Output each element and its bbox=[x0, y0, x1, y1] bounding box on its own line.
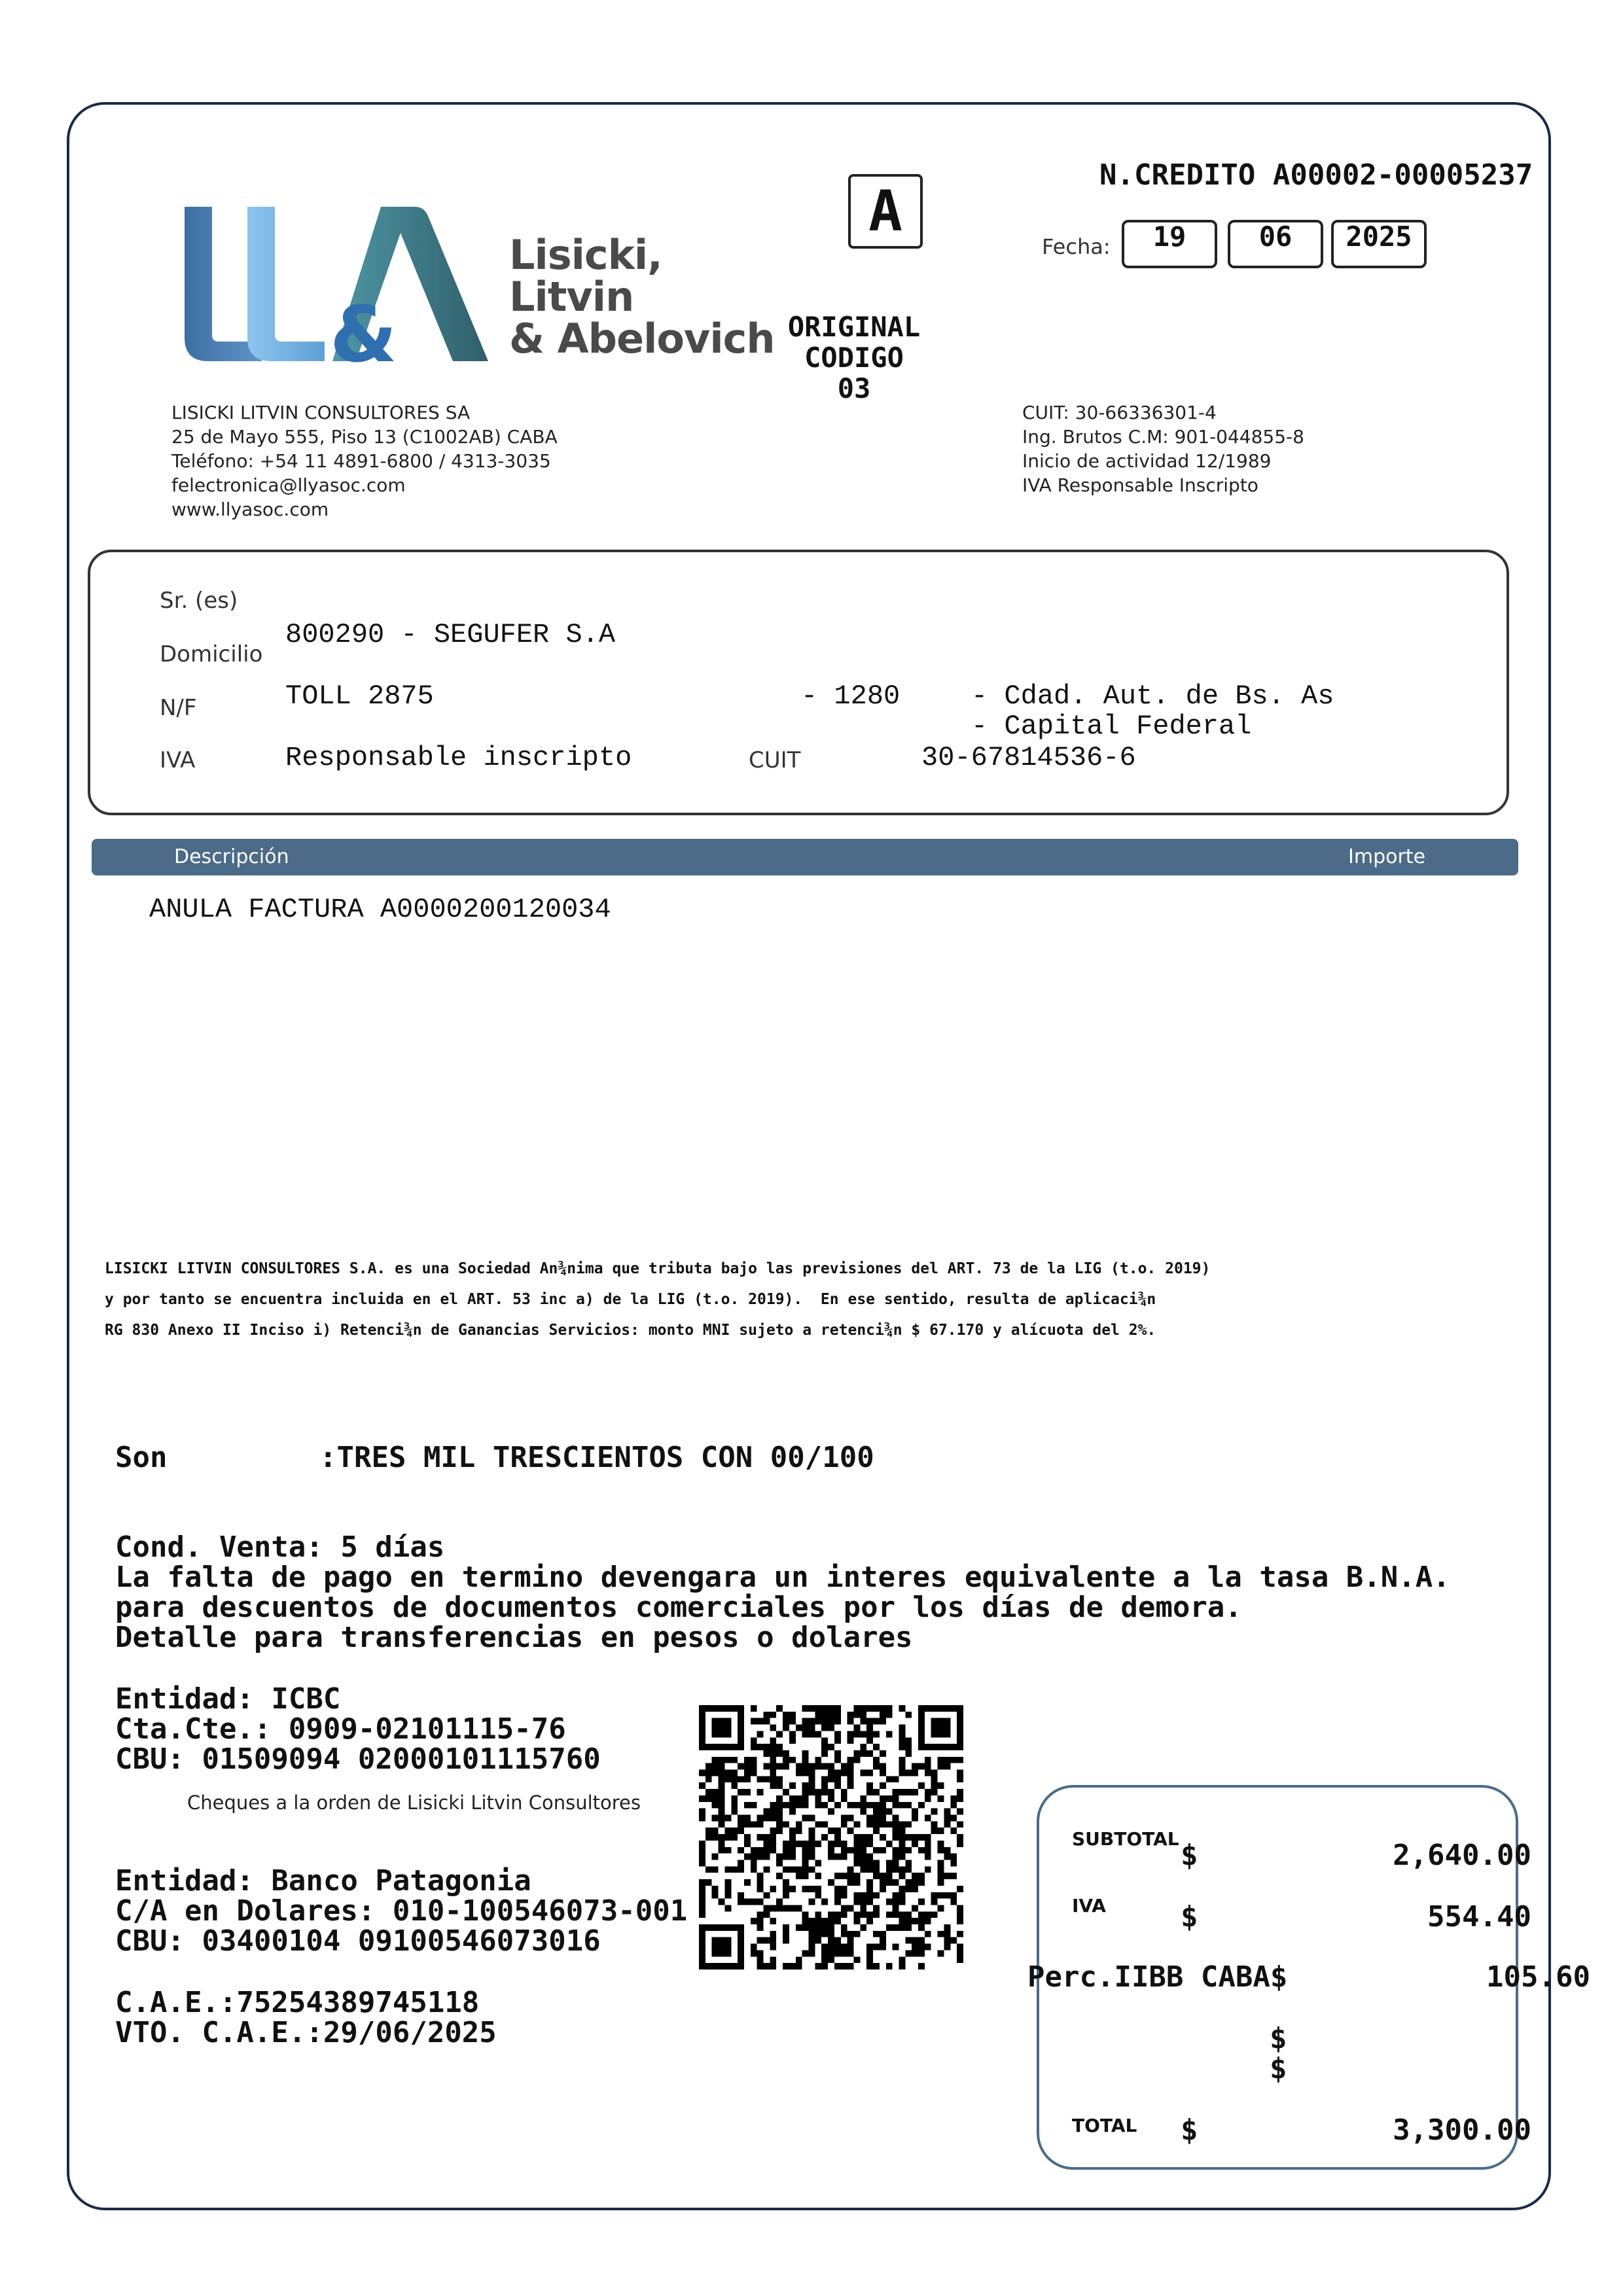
label-nf: N/F bbox=[160, 695, 197, 721]
date-month: 06 bbox=[1228, 220, 1323, 268]
issuer-tax-info bbox=[1022, 400, 1304, 497]
issuer-address: 25 de Mayo 555, Piso 13 (C1002AB) CABA bbox=[171, 426, 558, 448]
iva-value: 554.40 bbox=[1427, 1900, 1531, 1934]
bank-icbc bbox=[115, 1684, 601, 1775]
issuer-phone: Teléfono: +54 11 4891-6800 / 4313-3035 bbox=[171, 450, 551, 472]
client-postal: - 1280 bbox=[801, 680, 901, 712]
label-domicilio: Domicilio bbox=[160, 641, 263, 667]
codigo-label: CODIGO bbox=[804, 342, 904, 374]
blank-currency-2: $ bbox=[1270, 2052, 1287, 2085]
codigo-number: 03 bbox=[837, 372, 871, 404]
label-iva: IVA bbox=[160, 747, 196, 773]
logo-name-line2: Litvin bbox=[509, 273, 634, 321]
perc-iibb-label: Perc.IIBB CABA$ bbox=[1027, 1960, 1288, 1994]
total-currency: $ bbox=[1181, 2113, 1198, 2147]
conditions-block bbox=[115, 1532, 1450, 1653]
subtotal-label: SUBTOTAL bbox=[1072, 1828, 1179, 1850]
date-day: 19 bbox=[1122, 220, 1217, 268]
issuer-cuit: CUIT: 30-66336301-4 bbox=[1022, 402, 1217, 423]
date-year: 2025 bbox=[1331, 220, 1427, 268]
client-name: 800290 - SEGUFER S.A bbox=[285, 619, 616, 650]
label-cuit: CUIT bbox=[749, 747, 801, 773]
issuer-inicio: Inicio de actividad 12/1989 bbox=[1022, 450, 1272, 472]
logo-name-line3: & Abelovich bbox=[509, 315, 775, 362]
bank1-entidad: Entidad: ICBC bbox=[115, 1682, 341, 1716]
total-label: TOTAL bbox=[1072, 2115, 1137, 2136]
bank1-cbu: CBU: 01509094 02000101115760 bbox=[115, 1742, 601, 1776]
client-iva-value: Responsable inscripto bbox=[285, 742, 632, 773]
bank-patagonia bbox=[115, 1866, 687, 1956]
item-line: ANULA FACTURA A0000200120034 bbox=[149, 894, 611, 925]
issuer-iibb: Ing. Brutos C.M: 901-044855-8 bbox=[1022, 426, 1304, 448]
issuer-info bbox=[171, 400, 558, 521]
bank2-cuenta: C/A en Dolares: 010-100546073-001 bbox=[115, 1894, 688, 1928]
svg-text:&: & bbox=[330, 289, 397, 366]
cae-block bbox=[115, 1988, 497, 2048]
legal-line2: y por tanto se encuentra incluida en el ART. 53 inc a) de la LIG (t.o. 2019). En ese sentido, resulta de aplicaci¾n bbox=[105, 1291, 1156, 1308]
client-city1: - Cdad. Aut. de Bs. As bbox=[971, 680, 1334, 712]
cheques-note: Cheques a la orden de Lisicki Litvin Consultores bbox=[187, 1792, 641, 1814]
bank1-cuenta: Cta.Cte.: 0909-02101115-76 bbox=[115, 1712, 566, 1746]
client-city2: - Capital Federal bbox=[971, 711, 1252, 742]
cond-line1: Cond. Venta: 5 días bbox=[115, 1530, 445, 1564]
legal-line1: LISICKI LITVIN CONSULTORES S.A. es una Sociedad An¾nima que tributa bajo las previsiones del ART. 73 de la LIG (t.o. 2019) bbox=[105, 1260, 1211, 1277]
label-sr: Sr. (es) bbox=[160, 588, 238, 614]
issuer-web: www.llyasoc.com bbox=[171, 499, 329, 520]
company-logo-icon bbox=[185, 207, 496, 366]
cae-vto: VTO. C.A.E.:29/06/2025 bbox=[115, 2016, 497, 2049]
issuer-company: LISICKI LITVIN CONSULTORES SA bbox=[171, 402, 471, 423]
son-value: :TRES MIL TRESCIENTOS CON 00/100 bbox=[319, 1441, 874, 1474]
iva-label: IVA bbox=[1072, 1895, 1106, 1916]
original-code-block bbox=[779, 311, 929, 404]
invoice-letter-box: A bbox=[848, 174, 923, 249]
document-title: N.CREDITO A00002-00005237 bbox=[1099, 158, 1533, 192]
company-name-logo bbox=[509, 231, 775, 362]
legal-note bbox=[105, 1254, 1210, 1346]
issuer-iva: IVA Responsable Inscripto bbox=[1022, 474, 1258, 496]
cae-number: C.A.E.:75254389745118 bbox=[115, 1986, 480, 2019]
blank-currency-1: $ bbox=[1270, 2022, 1287, 2055]
total-value: 3,300.00 bbox=[1393, 2113, 1531, 2147]
client-street: TOLL 2875 bbox=[285, 680, 434, 712]
iva-currency: $ bbox=[1181, 1900, 1198, 1934]
perc-iibb-value: 105.60 bbox=[1486, 1960, 1590, 1994]
items-header-bar bbox=[92, 839, 1518, 875]
qr-code-icon[interactable] bbox=[699, 1705, 963, 1969]
cond-line3: para descuentos de documentos comerciales por los días de demora. bbox=[115, 1591, 1242, 1624]
issuer-email: felectronica@llyasoc.com bbox=[171, 474, 406, 496]
col-amount: Importe bbox=[1348, 845, 1426, 868]
fecha-label: Fecha: bbox=[1042, 234, 1111, 259]
subtotal-value: 2,640.00 bbox=[1393, 1839, 1531, 1872]
subtotal-currency: $ bbox=[1181, 1839, 1198, 1872]
original-label: ORIGINAL bbox=[787, 311, 921, 343]
bank2-cbu: CBU: 03400104 09100546073016 bbox=[115, 1924, 601, 1958]
bank2-entidad: Entidad: Banco Patagonia bbox=[115, 1864, 531, 1898]
col-description: Descripción bbox=[174, 845, 289, 868]
client-cuit-value: 30-67814536-6 bbox=[921, 742, 1136, 773]
cond-line2: La falta de pago en termino devengara un interes equivalente a la tasa B.N.A. bbox=[115, 1561, 1450, 1594]
son-label: Son bbox=[115, 1441, 168, 1474]
logo-name-line1: Lisicki, bbox=[509, 231, 662, 279]
cond-line4: Detalle para transferencias en pesos o dolares bbox=[115, 1621, 913, 1654]
legal-line3: RG 830 Anexo II Inciso i) Retenci¾n de Ganancias Servicios: monto MNI sujeto a retenci¾n $ 67.170 y alícuota del 2%. bbox=[105, 1322, 1156, 1339]
